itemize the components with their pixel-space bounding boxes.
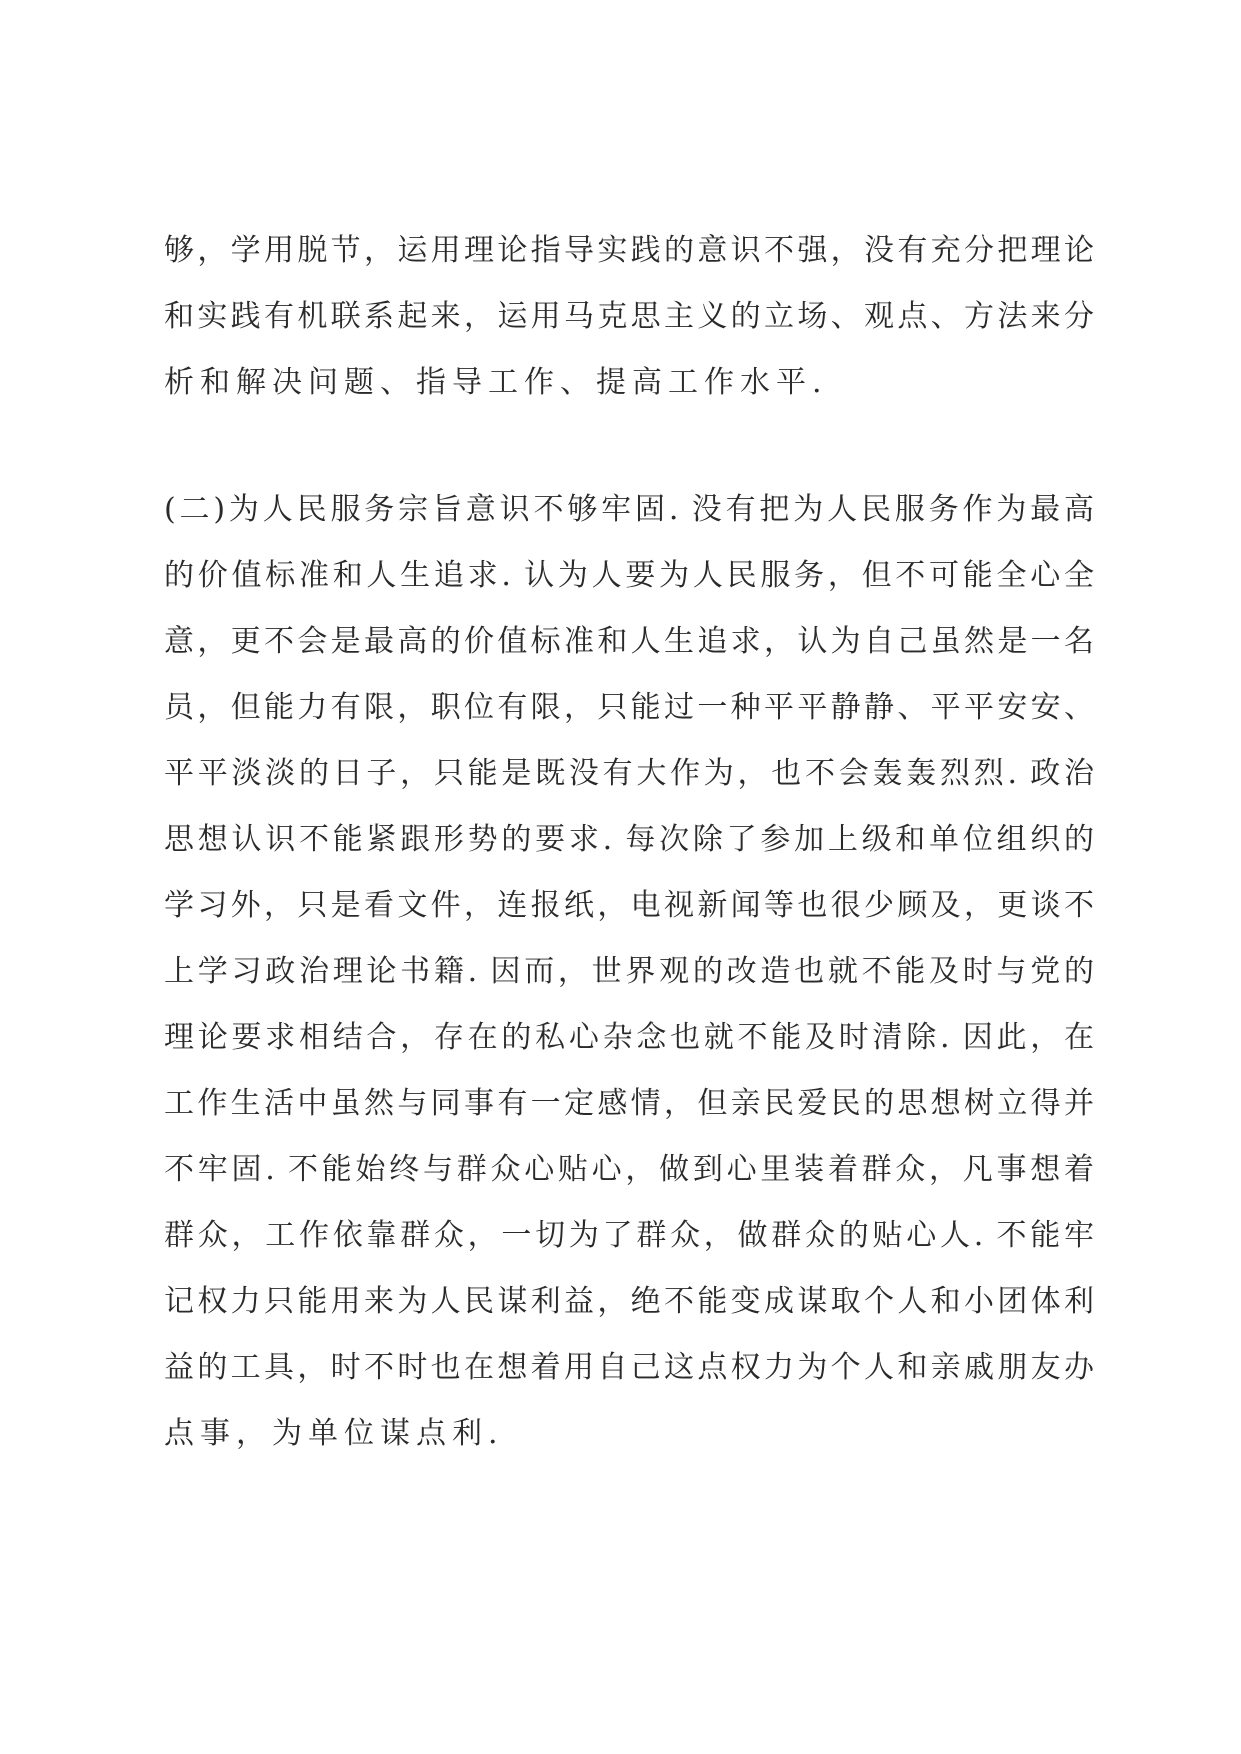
text-line: 平平淡淡的日子，只能是既没有大作为，也不会轰轰烈烈. 政治 xyxy=(164,756,1094,791)
text-line: 群众，工作依靠群众，一切为了群众，做群众的贴心人. 不能牢 xyxy=(164,1218,1094,1253)
text-line: 意，更不会是最高的价值标准和人生追求，认为自己虽然是一名 xyxy=(164,624,1094,659)
paragraph-1 xyxy=(164,218,1094,416)
text-line: 和实践有机联系起来，运用马克思主义的立场、观点、方法来分 xyxy=(164,299,1094,334)
text-line: 学习外，只是看文件，连报纸，电视新闻等也很少顾及，更谈不 xyxy=(164,888,1094,923)
text-line: 记权力只能用来为人民谋利益，绝不能变成谋取个人和小团体利 xyxy=(164,1284,1094,1319)
text-line: 理论要求相结合，存在的私心杂念也就不能及时清除. 因此，在 xyxy=(164,1020,1094,1055)
text-line: 够，学用脱节，运用理论指导实践的意识不强，没有充分把理论 xyxy=(164,233,1094,268)
text-line: 思想认识不能紧跟形势的要求. 每次除了参加上级和单位组织的 xyxy=(164,822,1094,857)
text-line: 的价值标准和人生追求. 认为人要为人民服务，但不可能全心全 xyxy=(164,558,1094,593)
text-line: 点事，为单位谋点利. xyxy=(164,1416,504,1451)
text-line: 析和解决问题、指导工作、提高工作水平. xyxy=(164,365,828,400)
text-line: 不牢固. 不能始终与群众心贴心，做到心里装着群众，凡事想着 xyxy=(164,1152,1094,1187)
text-line: 益的工具，时不时也在想着用自己这点权力为个人和亲戚朋友办 xyxy=(164,1350,1094,1385)
paragraph-2 xyxy=(164,477,1094,1467)
text-line: (二)为人民服务宗旨意识不够牢固. 没有把为人民服务作为最高 xyxy=(164,492,1094,527)
text-line: 员，但能力有限，职位有限，只能过一种平平静静、平平安安、 xyxy=(164,690,1094,725)
text-line: 工作生活中虽然与同事有一定感情，但亲民爱民的思想树立得并 xyxy=(164,1086,1094,1121)
text-line: 上学习政治理论书籍. 因而，世界观的改造也就不能及时与党的 xyxy=(164,954,1094,989)
